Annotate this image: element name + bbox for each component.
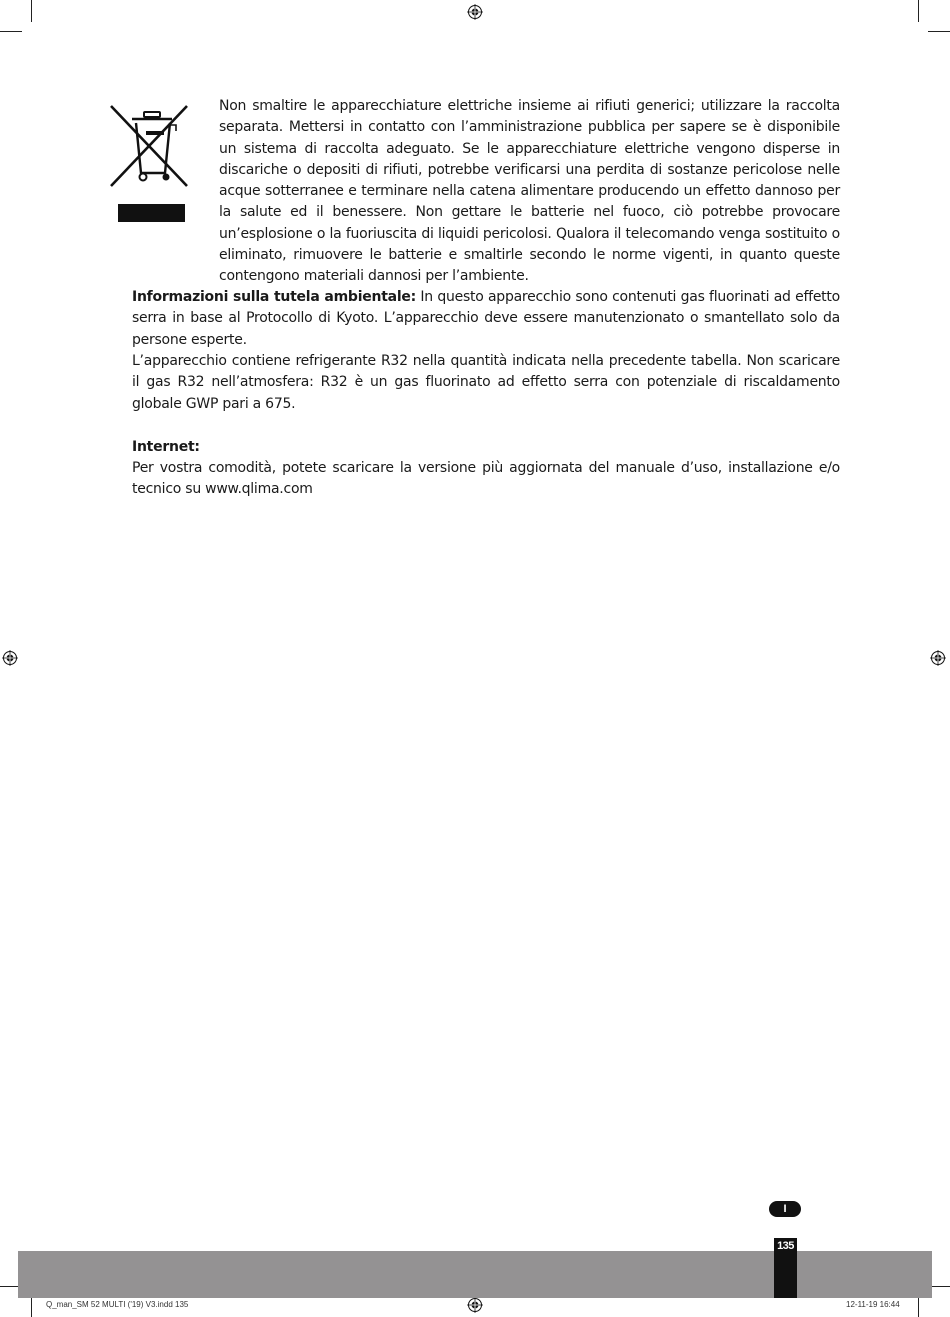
- crop-mark: [31, 1295, 32, 1317]
- print-slug-filename: Q_man_SM 52 MULTI ('19) V3.indd 135: [46, 1300, 189, 1309]
- registration-mark-icon: [467, 1297, 483, 1313]
- environmental-info-paragraph: [132, 287, 840, 351]
- weee-disposal-paragraph: Non smaltire le apparecchiature elettriche insieme ai rifiuti generici; utilizzare la raccolta separata. Mettersi in contatto con l’amministrazione pubblica per sapere se è disponibile un sistema di raccolta adeguato. Se le apparecchiature elettriche vengono disperse in discariche o depositi di rifiuti, potrebbe verificarsi una perdita di sostanze pericolose nelle acque sotterranee e terminare nella catena alimentare producendo un effetto dannoso per la salute ed il benessere. Non gettare le batterie nel fuoco, ciò potrebbe provocare un’esplosione o la fuoriuscita di liquidi pericolosi. Qualora il telecomando venga sostituito o eliminato, rimuovere le batterie e smaltirle secondo le norme vigenti, in quanto queste contengono materiali dannosi per l’ambiente.: [219, 98, 840, 285]
- registration-mark-icon: [930, 650, 946, 666]
- registration-mark-icon: [2, 650, 18, 666]
- crop-mark: [918, 0, 919, 22]
- crop-mark: [0, 31, 22, 32]
- crop-mark: [918, 1295, 919, 1317]
- crop-mark: [31, 0, 32, 22]
- weee-crossed-bin-icon: [108, 103, 190, 223]
- print-slug-timestamp: 12-11-19 16:44: [846, 1300, 900, 1309]
- environmental-info-text: In questo apparecchio sono contenuti gas fluorinati ad effetto serra in base al Protocollo di Kyoto. L’apparecchio deve essere manutenzionato o smantellato solo da persone esperte.: [132, 289, 840, 348]
- language-tab: I: [769, 1201, 801, 1217]
- internet-heading: Internet:: [132, 439, 200, 455]
- internet-paragraph: Per vostra comodità, potete scaricare la versione più aggiornata del manuale d’uso, installazione e/o tecnico su www.qlima.com: [132, 460, 840, 498]
- crop-mark: [928, 31, 950, 32]
- page-number: 135: [777, 1240, 794, 1252]
- environmental-info-heading: Informazioni sulla tutela ambientale:: [132, 289, 416, 305]
- registration-mark-icon: [467, 4, 483, 20]
- r32-refrigerant-paragraph: L’apparecchio contiene refrigerante R32 nella quantità indicata nella precedente tabella. Non scaricare il gas R32 nell’atmosfera: R32 è un gas fluorinato ad effetto serra con potenziale di riscaldamento globale GWP pari a 675.: [132, 353, 840, 412]
